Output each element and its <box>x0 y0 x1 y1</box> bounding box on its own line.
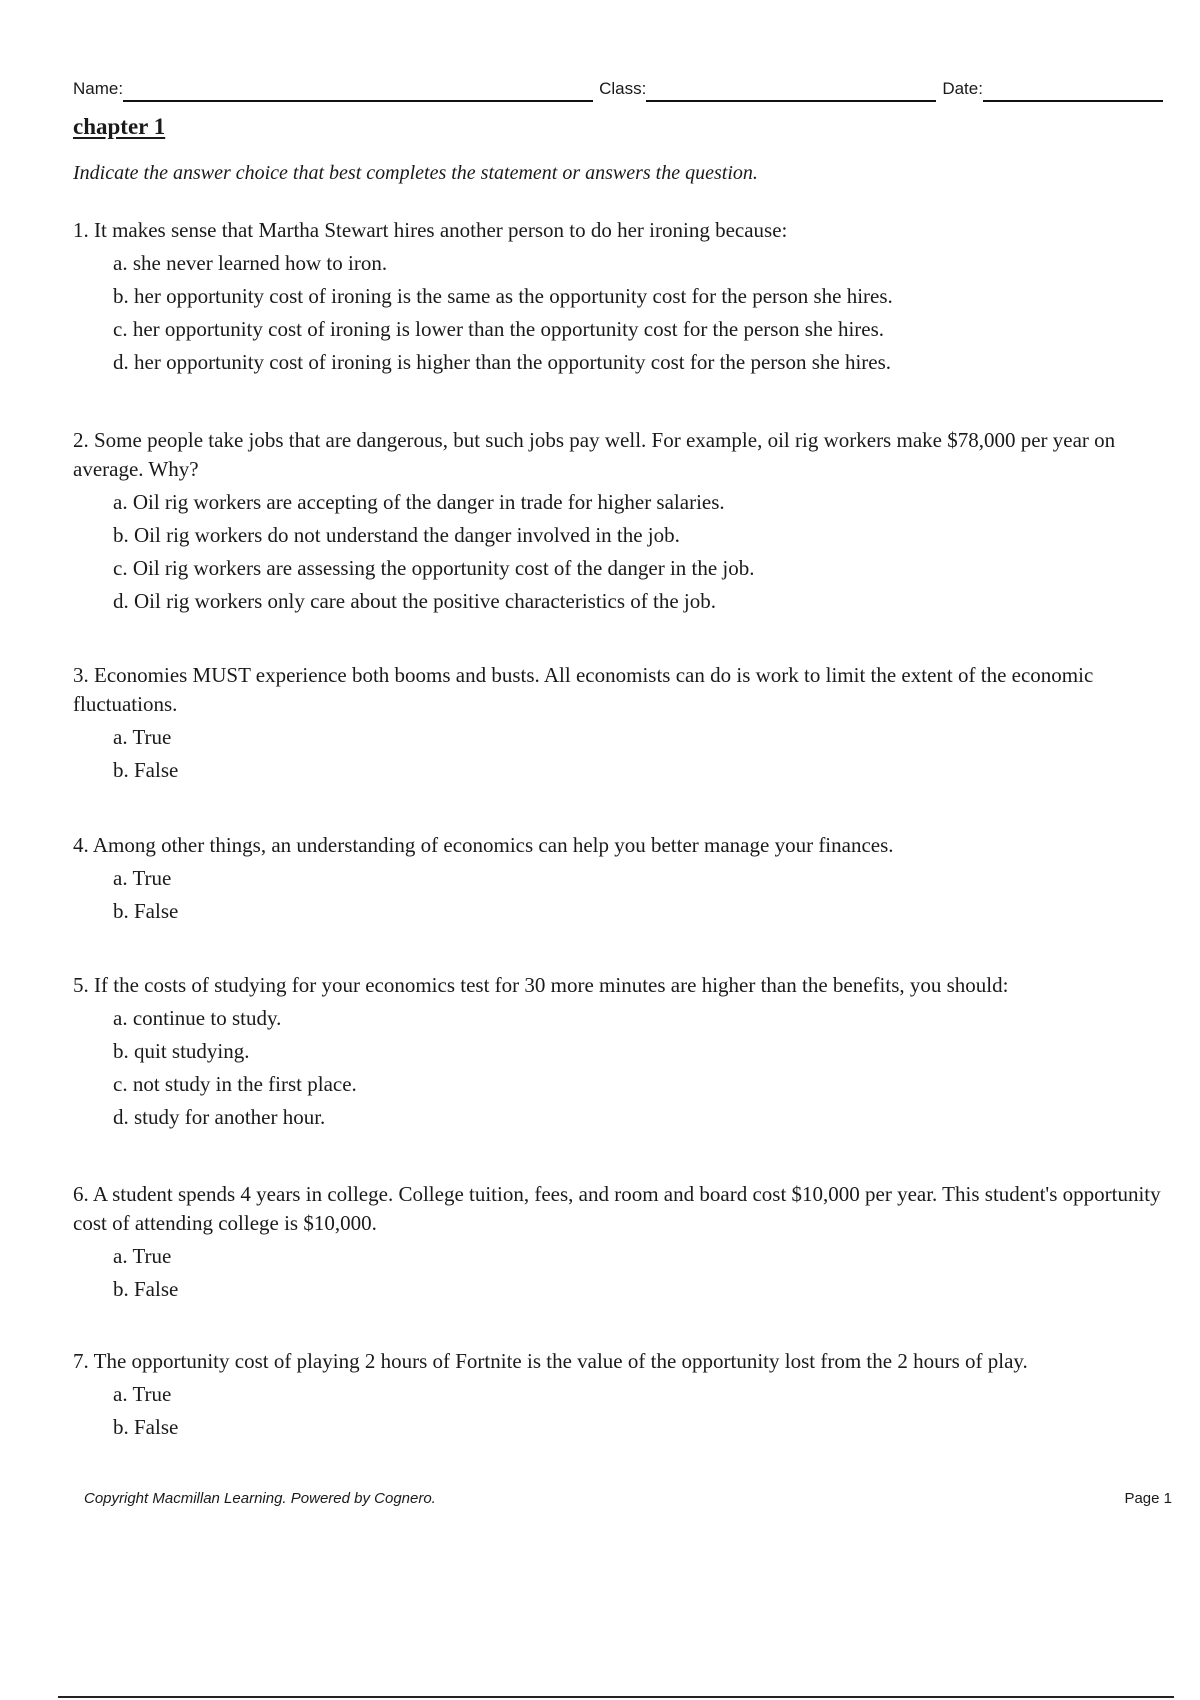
question-6 <box>73 1180 1163 1306</box>
question-stem: 1. It makes sense that Martha Stewart hires another person to do her ironing because: <box>73 218 788 242</box>
question-5 <box>73 971 1163 1134</box>
answer-option: a. True <box>113 725 172 749</box>
answer-option: a. True <box>113 1382 172 1406</box>
answer-option: c. her opportunity cost of ironing is lower than the opportunity cost for the person she hires. <box>113 317 885 341</box>
class-blank-line <box>646 76 936 102</box>
page-number: Page 1 <box>1124 1490 1172 1507</box>
answer-options <box>73 1378 1163 1444</box>
question-stem: 6. A student spends 4 years in college. College tuition, fees, and room and board cost $10,000 per year. This student's opportunity cost of attending college is $10,000. <box>73 1182 1161 1235</box>
answer-option: a. True <box>113 866 172 890</box>
answer-option: b. quit studying. <box>113 1039 250 1063</box>
question-7 <box>73 1347 1163 1444</box>
answer-option: a. she never learned how to iron. <box>113 251 388 275</box>
page-bottom-divider <box>58 1696 1174 1698</box>
question-stem: 3. Economies MUST experience both booms and busts. All economists can do is work to limit the extent of the economic fluctuations. <box>73 663 1094 716</box>
answer-options <box>73 862 1163 928</box>
question-3 <box>73 661 1163 787</box>
answer-option: b. her opportunity cost of ironing is the same as the opportunity cost for the person she hires. <box>113 284 893 308</box>
name-blank-line <box>123 76 593 102</box>
answer-options <box>73 486 1163 618</box>
answer-option: c. Oil rig workers are assessing the opportunity cost of the danger in the job. <box>113 556 755 580</box>
answer-options <box>73 247 1163 379</box>
question-2 <box>73 426 1163 618</box>
copyright-footer: Copyright Macmillan Learning. Powered by Cognero. <box>84 1490 436 1507</box>
answer-options <box>73 1240 1163 1306</box>
date-blank-line <box>983 76 1163 102</box>
answer-option: d. her opportunity cost of ironing is higher than the opportunity cost for the person she hires. <box>113 350 892 374</box>
answer-option: c. not study in the first place. <box>113 1072 357 1096</box>
answer-options <box>73 721 1163 787</box>
question-1 <box>73 216 1163 379</box>
name-label: Name: <box>73 79 124 98</box>
answer-option: b. Oil rig workers do not understand the danger involved in the job. <box>113 523 680 547</box>
class-label: Class: <box>599 79 647 98</box>
answer-option: a. Oil rig workers are accepting of the danger in trade for higher salaries. <box>113 490 725 514</box>
answer-options <box>73 1002 1163 1134</box>
answer-option: a. continue to study. <box>113 1006 282 1030</box>
answer-option: b. False <box>113 1415 179 1439</box>
answer-option: b. False <box>113 899 179 923</box>
chapter-title: chapter 1 <box>73 114 166 139</box>
answer-option: b. False <box>113 1277 179 1301</box>
question-4 <box>73 831 1163 928</box>
student-info-row <box>73 70 1163 102</box>
question-stem: 7. The opportunity cost of playing 2 hours of Fortnite is the value of the opportunity lost from the 2 hours of play. <box>73 1349 1028 1373</box>
answer-option: b. False <box>113 758 179 782</box>
date-label: Date: <box>942 79 983 98</box>
answer-option: a. True <box>113 1244 172 1268</box>
answer-option: d. study for another hour. <box>113 1105 326 1129</box>
question-stem: 4. Among other things, an understanding of economics can help you better manage your finances. <box>73 833 894 857</box>
answer-option: d. Oil rig workers only care about the positive characteristics of the job. <box>113 589 716 613</box>
question-stem: 2. Some people take jobs that are dangerous, but such jobs pay well. For example, oil rig workers make $78,000 per year on average. Why? <box>73 428 1116 481</box>
question-stem: 5. If the costs of studying for your economics test for 30 more minutes are higher than the benefits, you should: <box>73 973 1009 997</box>
instructions: Indicate the answer choice that best completes the statement or answers the question. <box>73 162 758 184</box>
